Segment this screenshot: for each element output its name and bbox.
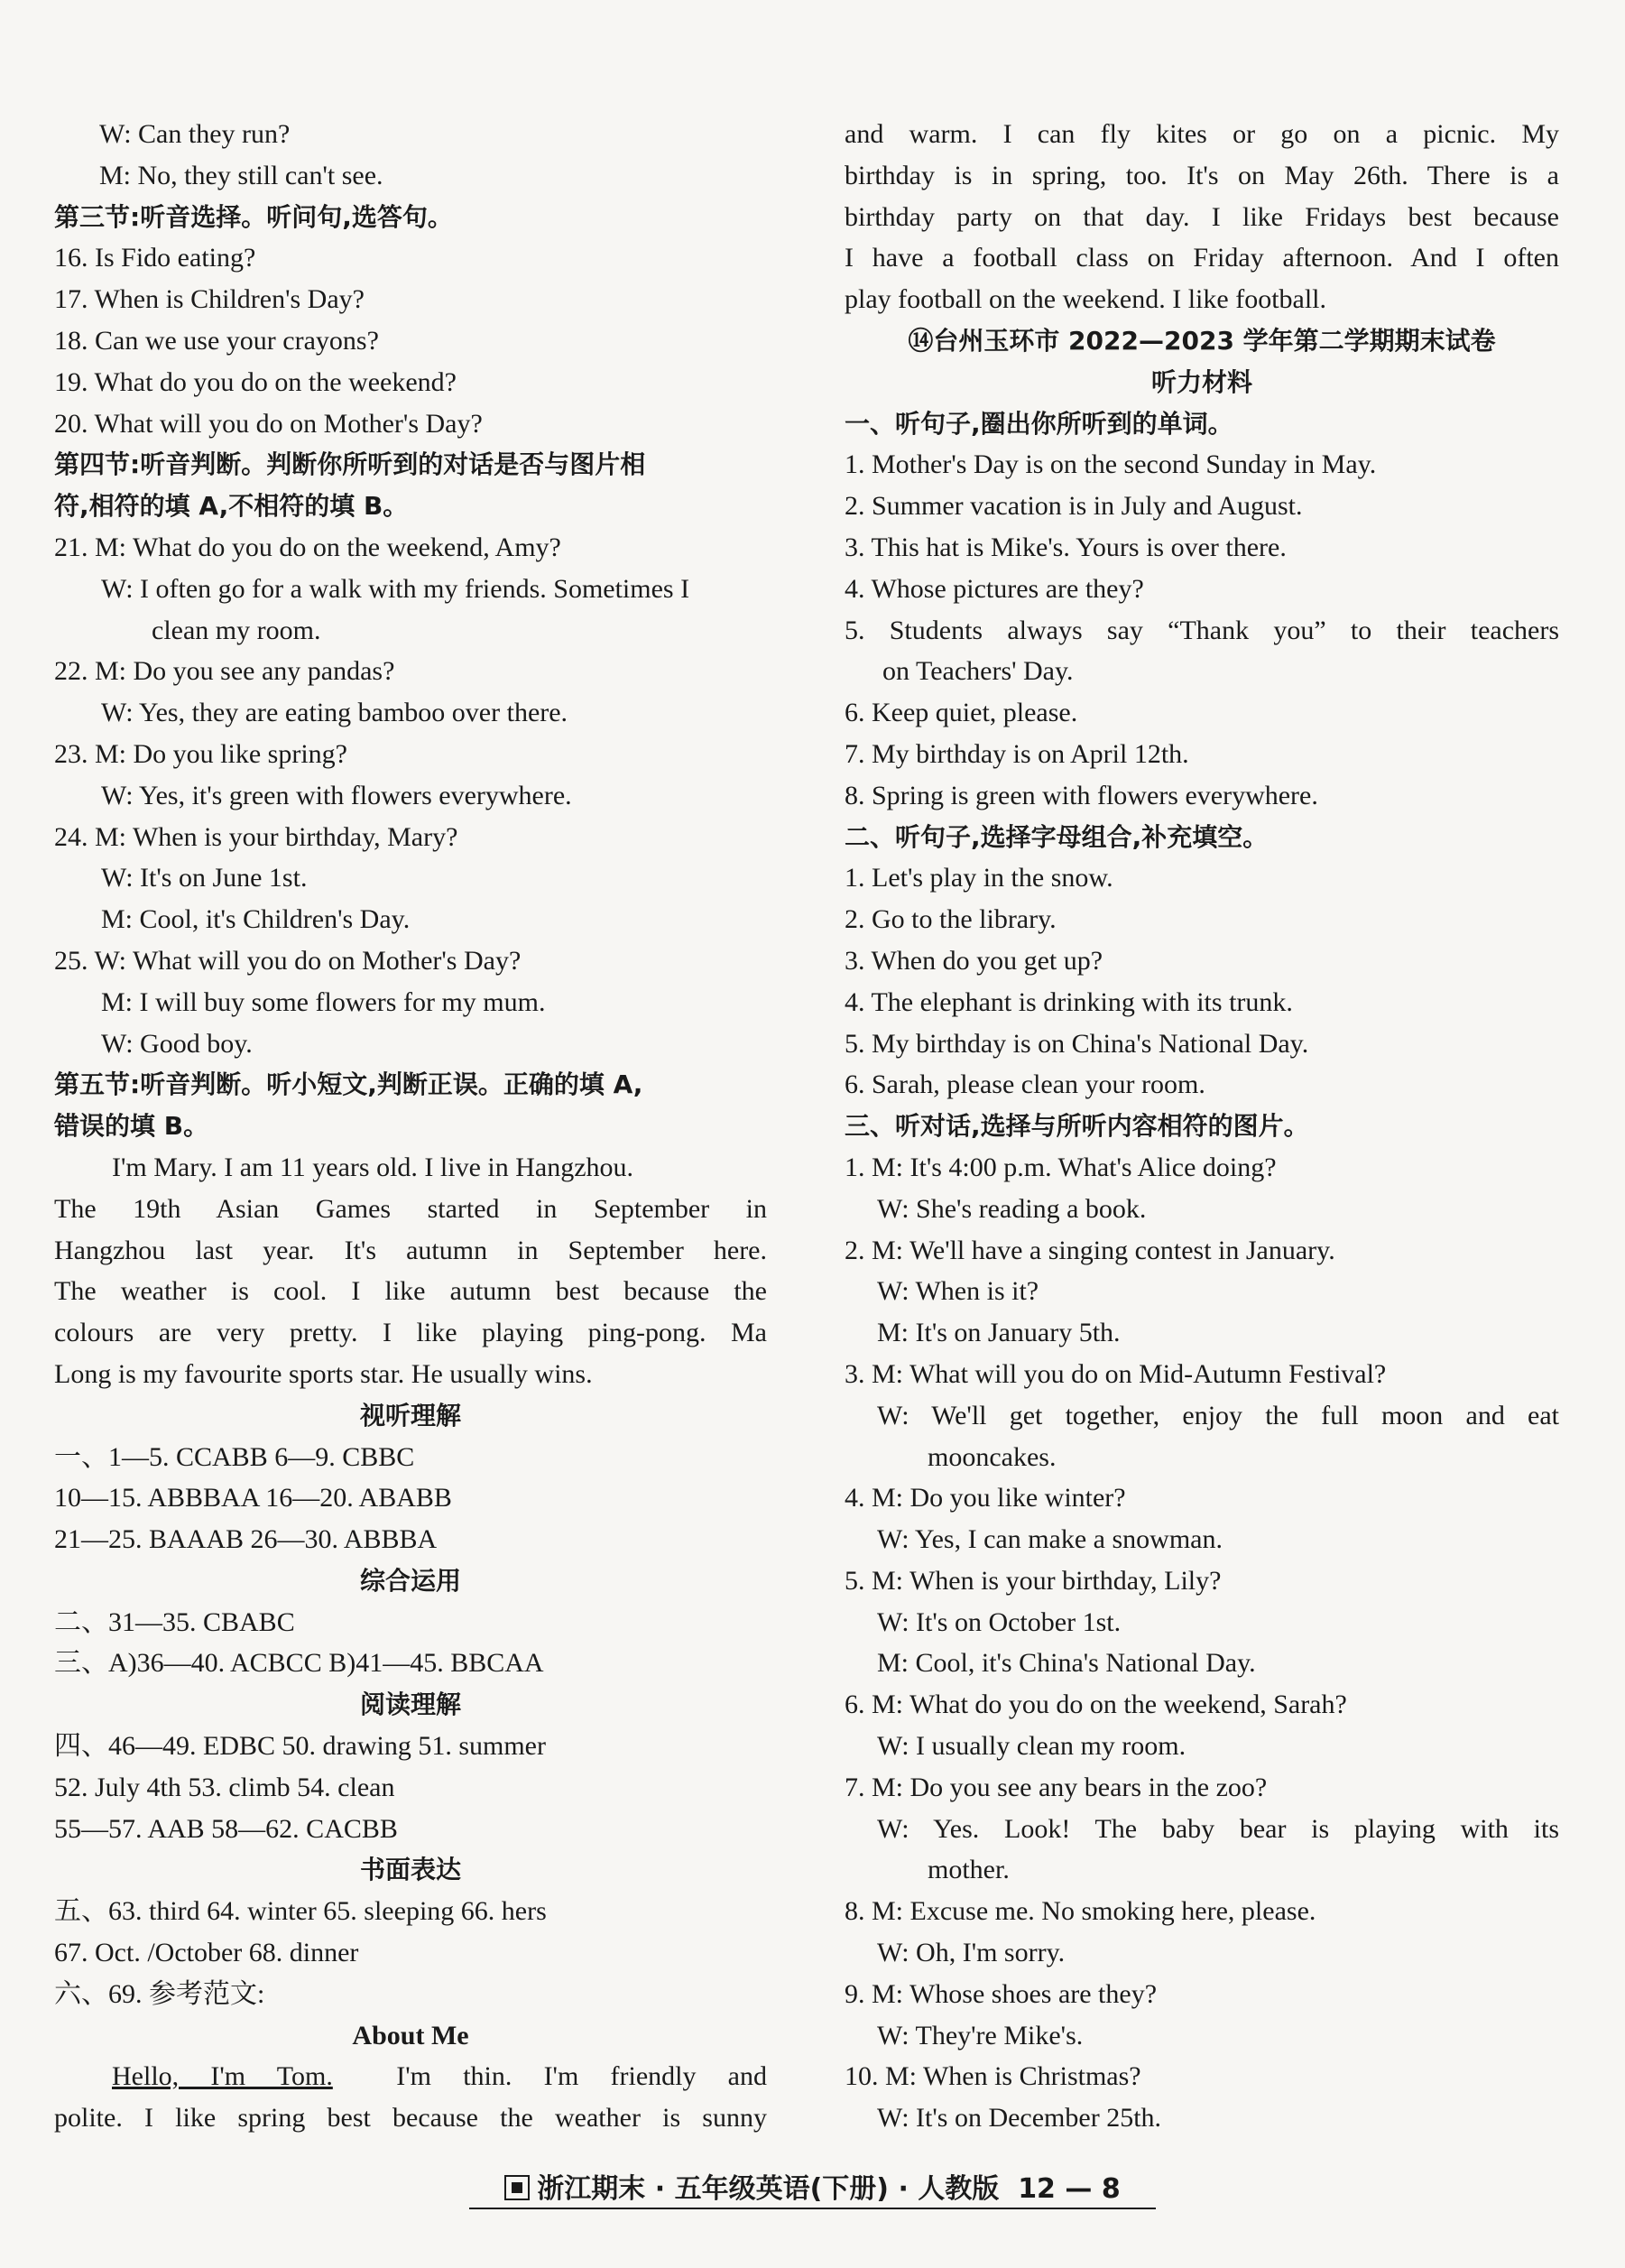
left-column: [54, 114, 767, 2139]
text-line: mother.: [928, 1855, 1010, 1885]
text-line: 8. Spring is green with flowers everywhere.: [845, 780, 1318, 810]
text-line: 6. Sarah, please clean your room.: [845, 1069, 1205, 1100]
text-line: M: No, they still can't see.: [99, 160, 383, 190]
exam-title: ⑭台州玉环市 2022—2023 学年第二学期期末试卷: [908, 325, 1496, 356]
answer-line: 二、31—35. CBABC: [54, 1606, 295, 1637]
section-heading: 符,相符的填 A,不相符的填 B。: [54, 491, 409, 522]
text-line: 7. My birthday is on April 12th.: [845, 738, 1189, 769]
answer-line: 五、63. third 64. winter 65. sleeping 66. hers: [54, 1896, 547, 1927]
text-line: W: Oh, I'm sorry.: [877, 1938, 1066, 1968]
text-line: M: Cool, it's Children's Day.: [101, 904, 411, 935]
part-title: 阅读理解: [359, 1689, 461, 1720]
text-line: 6. M: What do you do on the weekend, Sarah?: [845, 1689, 1347, 1720]
text-line: I'm Mary. I am 11 years old. I live in Hangzhou.: [112, 1152, 634, 1182]
text-line: M: It's on January 5th.: [877, 1318, 1121, 1348]
text-line: 3. This hat is Mike's. Yours is over there.: [845, 532, 1287, 562]
text-line: on Teachers' Day.: [882, 656, 1074, 687]
essay-line: and warm. I can fly kites or go on a picnic. My: [845, 119, 1559, 149]
essay-line: [54, 2056, 767, 2097]
section-heading: 第四节:听音判断。判断你所听到的对话是否与图片相: [54, 449, 646, 480]
answer-line: 21—25. BAAAB 26—30. ABBBA: [54, 1524, 438, 1555]
text-line: 23. M: Do you like spring?: [54, 738, 347, 769]
essay-greeting: Hello, I'm Tom.: [112, 2061, 333, 2092]
text-line: 18. Can we use your crayons?: [54, 325, 379, 356]
text-line: 24. M: When is your birthday, Mary?: [54, 821, 458, 852]
essay-line: I have a football class on Friday afternoon. And I often: [845, 243, 1559, 273]
answer-line: 四、46—49. EDBC 50. drawing 51. summer: [54, 1731, 546, 1762]
text-line: mooncakes.: [928, 1441, 1057, 1472]
text-line: W: It's on June 1st.: [101, 863, 308, 893]
text-line: 16. Is Fido eating?: [54, 243, 256, 273]
text-line: 2. Summer vacation is in July and August.: [845, 491, 1303, 522]
text-line: W: She's reading a book.: [877, 1193, 1147, 1224]
text-line: 25. W: What will you do on Mother's Day?: [54, 945, 522, 976]
text-line: W: I often go for a walk with my friends. Sometimes I: [101, 573, 690, 604]
text-line: Long is my favourite sports star. He usually wins.: [54, 1358, 593, 1389]
text-line: W: Yes, it's green with flowers everywhere.: [101, 780, 572, 810]
text-line: 7. M: Do you see any bears in the zoo?: [845, 1772, 1268, 1802]
essay-title: About Me: [352, 2020, 469, 2050]
text-line: 2. M: We'll have a singing contest in January.: [845, 1235, 1335, 1265]
text-line: colours are very pretty. I like playing ping-pong. Ma: [54, 1318, 767, 1348]
page-number: 12 — 8: [1018, 2173, 1121, 2205]
text-line: W: It's on December 25th.: [877, 2103, 1162, 2134]
text-line: 1. Let's play in the snow.: [845, 863, 1113, 893]
page-footer: [0, 2166, 1625, 2206]
text-line: W: It's on October 1st.: [877, 1606, 1122, 1637]
text-line: Hangzhou last year. It's autumn in September here.: [54, 1235, 767, 1265]
text-line: 1. M: It's 4:00 p.m. What's Alice doing?: [845, 1152, 1277, 1182]
part-title: 书面表达: [359, 1855, 461, 1885]
essay-text: I'm thin. I'm friendly and: [396, 2061, 767, 2092]
section-heading: 三、听对话,选择与所听内容相符的图片。: [845, 1111, 1309, 1142]
text-line: 21. M: What do you do on the weekend, Amy?: [54, 532, 561, 562]
text-line: 22. M: Do you see any pandas?: [54, 656, 395, 687]
answer-line: 10—15. ABBBAA 16—20. ABABB: [54, 1483, 452, 1514]
essay-line: polite. I like spring best because the weather is sunny: [54, 2103, 767, 2134]
text-line: W: Can they run?: [99, 119, 291, 149]
text-line: 5. My birthday is on China's National Day.: [845, 1028, 1309, 1059]
section-heading: 第三节:听音选择。听问句,选答句。: [54, 201, 453, 232]
text-line: The 19th Asian Games started in September in: [54, 1193, 767, 1224]
essay-line: birthday party on that day. I like Fridays best because: [845, 201, 1559, 232]
text-line: 8. M: Excuse me. No smoking here, please.: [845, 1896, 1316, 1927]
text-line: 2. Go to the library.: [845, 904, 1057, 935]
part-title: 综合运用: [359, 1565, 461, 1596]
text-line: W: When is it?: [877, 1276, 1039, 1307]
footer-title: 浙江期末 · 五年级英语(下册) · 人教版: [537, 2173, 1000, 2205]
answer-line: 一、1—5. CCABB 6—9. CBBC: [54, 1441, 415, 1472]
text-line: The weather is cool. I like autumn best because the: [54, 1276, 767, 1307]
text-line: clean my room.: [152, 615, 321, 645]
answer-line: 55—57. AAB 58—62. CACBB: [54, 1813, 398, 1844]
text-line: 6. Keep quiet, please.: [845, 698, 1078, 728]
essay-line: play football on the weekend. I like football.: [845, 284, 1327, 315]
text-line: W: I usually clean my room.: [877, 1731, 1186, 1762]
text-line: 3. When do you get up?: [845, 945, 1103, 976]
text-line: W: We'll get together, enjoy the full moon and eat: [877, 1400, 1559, 1430]
section-heading: 第五节:听音判断。听小短文,判断正误。正确的填 A,: [54, 1069, 643, 1100]
text-line: M: Cool, it's China's National Day.: [877, 1648, 1256, 1679]
section-heading: 错误的填 B。: [54, 1111, 209, 1142]
text-line: 4. Whose pictures are they?: [845, 573, 1144, 604]
answer-line: 六、69. 参考范文:: [54, 1978, 265, 2009]
text-line: 20. What will you do on Mother's Day?: [54, 408, 483, 439]
text-line: 3. M: What will you do on Mid-Autumn Festival?: [845, 1358, 1387, 1389]
text-line: 4. The elephant is drinking with its trunk.: [845, 986, 1293, 1017]
text-line: 19. What do you do on the weekend?: [54, 366, 457, 397]
answer-line: 67. Oct. /October 68. dinner: [54, 1938, 359, 1968]
essay-line: birthday is in spring, too. It's on May 26th. There is a: [845, 160, 1559, 190]
text-line: W: Yes, I can make a snowman.: [877, 1524, 1223, 1555]
text-line: 17. When is Children's Day?: [54, 284, 365, 315]
right-column: [845, 114, 1559, 2139]
text-line: 5. Students always say “Thank you” to their teachers: [845, 615, 1559, 645]
exam-subtitle: 听力材料: [1150, 366, 1252, 397]
publisher-logo-icon: [504, 2175, 530, 2200]
text-line: 1. Mother's Day is on the second Sunday in May.: [845, 449, 1377, 480]
section-heading: 二、听句子,选择字母组合,补充填空。: [845, 821, 1269, 852]
section-heading: 一、听句子,圈出你所听到的单词。: [845, 408, 1233, 439]
text-line: W: They're Mike's.: [877, 2020, 1084, 2050]
answer-line: 三、A)36—40. ACBCC B)41—45. BBCAA: [54, 1648, 544, 1679]
text-line: 10. M: When is Christmas?: [845, 2061, 1141, 2092]
text-line: 9. M: Whose shoes are they?: [845, 1978, 1158, 2009]
text-line: M: I will buy some flowers for my mum.: [101, 986, 546, 1017]
text-line: 4. M: Do you like winter?: [845, 1483, 1126, 1514]
text-line: W: Good boy.: [101, 1028, 253, 1059]
footer-rule: [469, 2208, 1156, 2209]
answer-line: 52. July 4th 53. climb 54. clean: [54, 1772, 395, 1802]
text-line: W: Yes, they are eating bamboo over there.: [101, 698, 568, 728]
text-line: 5. M: When is your birthday, Lily?: [845, 1565, 1222, 1596]
part-title: 视听理解: [359, 1400, 461, 1430]
text-line: W: Yes. Look! The baby bear is playing with its: [877, 1813, 1559, 1844]
